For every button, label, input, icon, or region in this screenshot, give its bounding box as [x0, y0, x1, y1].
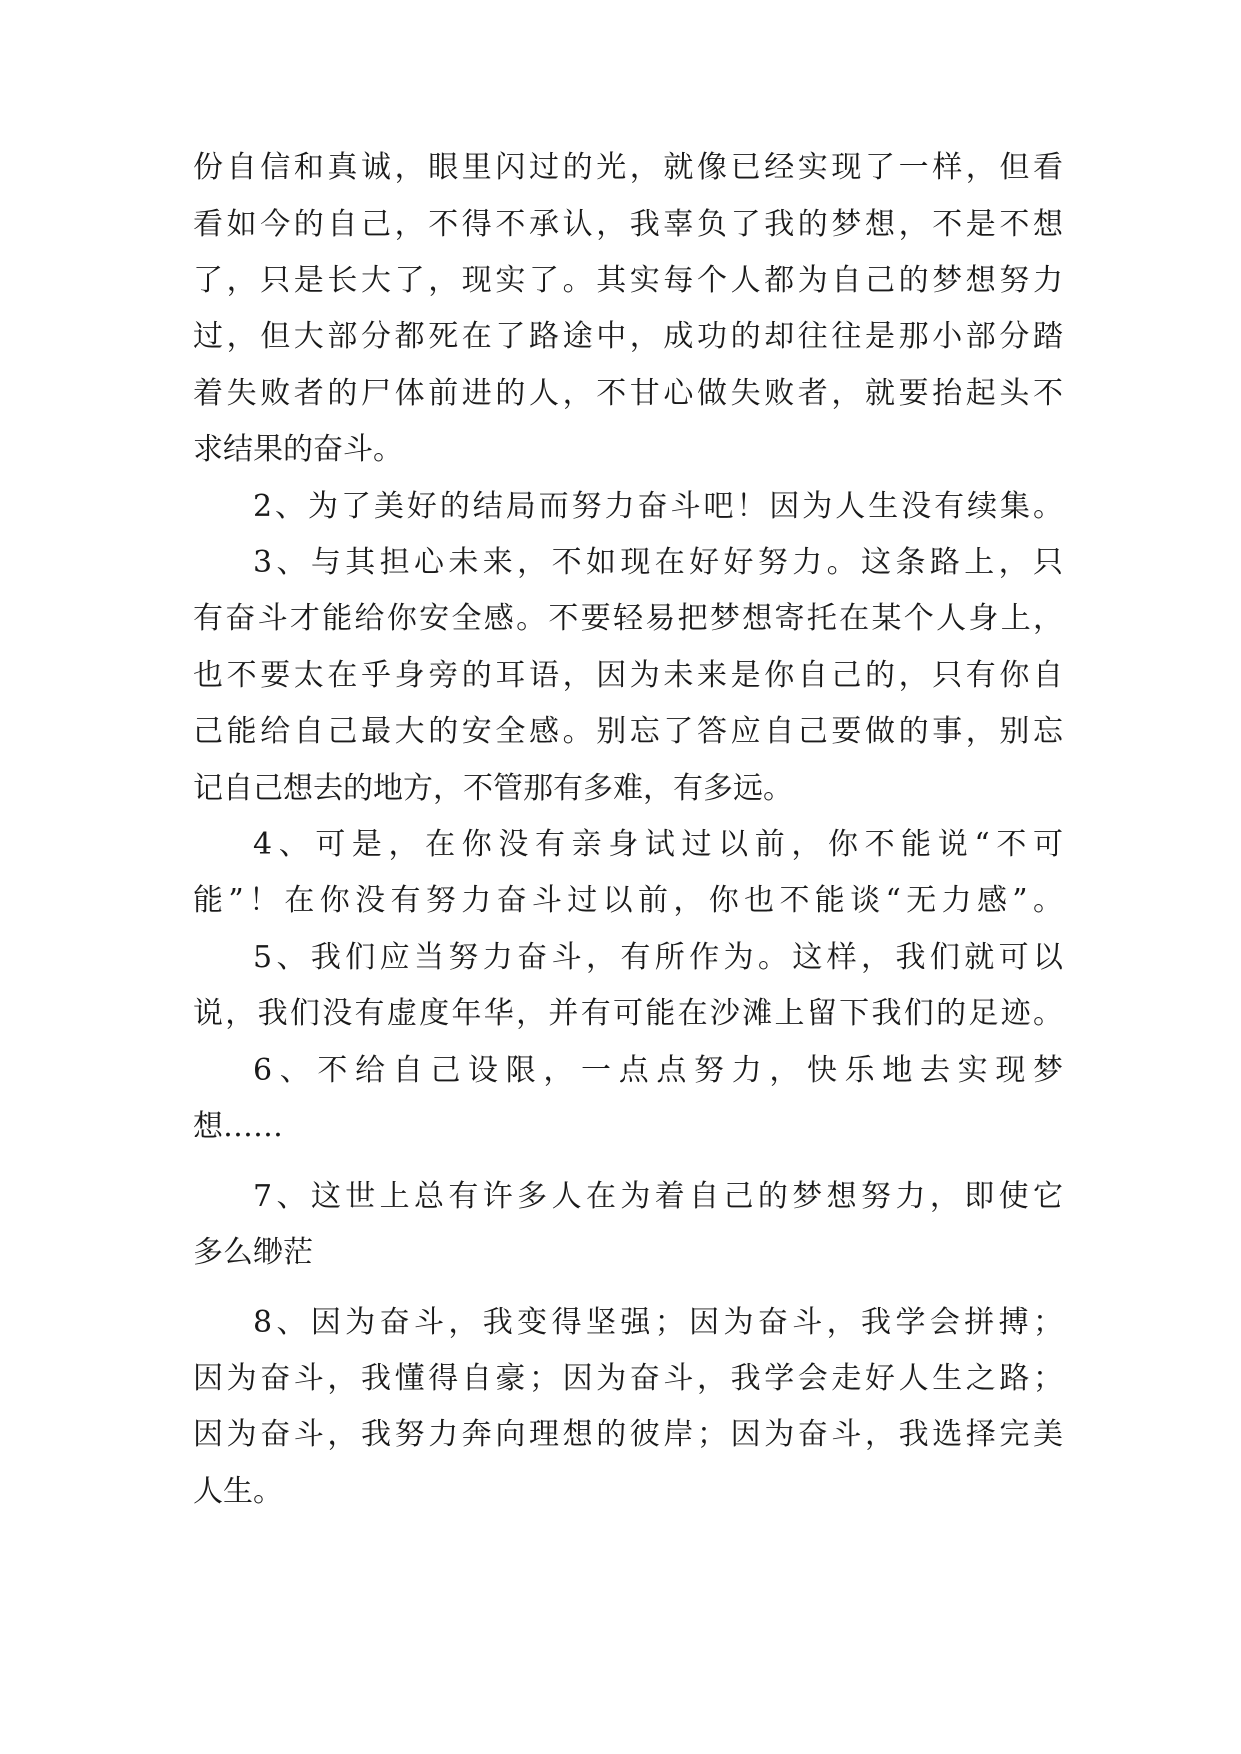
paragraph-line: 7、这世上总有许多人在为着自己的梦想努力，即使它: [253, 1179, 1063, 1214]
text-line: 因为奋斗，我努力奔向理想的彼岸；因为奋斗，我选择完美: [193, 1417, 1063, 1452]
text-line: 求结果的奋斗。: [193, 432, 403, 467]
text-line: 着失败者的尸体前进的人，不甘心做失败者，就要抬起头不: [193, 376, 1063, 411]
paragraph-line: 8、因为奋斗，我变得坚强；因为奋斗，我学会拼搏；: [253, 1305, 1063, 1340]
paragraph-line: 4、可是，在你没有亲身试过以前，你不能说“不可: [253, 827, 1063, 862]
text-line: 看如今的自己，不得不承认，我辜负了我的梦想，不是不想: [193, 207, 1063, 242]
paragraph-line: 2、为了美好的结局而努力奋斗吧！因为人生没有续集。: [253, 489, 1063, 524]
text-line: 想……: [193, 1109, 283, 1144]
text-line: 人生。: [193, 1474, 283, 1509]
text-line: 因为奋斗，我懂得自豪；因为奋斗，我学会走好人生之路；: [193, 1361, 1063, 1396]
text-line: 能”！在你没有努力奋斗过以前，你也不能谈“无力感”。: [193, 883, 1063, 918]
text-line: 了，只是长大了，现实了。其实每个人都为自己的梦想努力: [193, 263, 1063, 298]
paragraph-line: 3、与其担心未来，不如现在好好努力。这条路上，只: [253, 545, 1063, 580]
paragraph-line: 5、我们应当努力奋斗，有所作为。这样，我们就可以: [253, 940, 1063, 975]
paragraph-line: 6、不给自己设限，一点点努力，快乐地去实现梦: [253, 1053, 1063, 1088]
text-line: 多么缈茫: [193, 1235, 313, 1270]
text-line: 有奋斗才能给你安全感。不要轻易把梦想寄托在某个人身上，: [193, 601, 1063, 636]
text-line: 记自己想去的地方，不管那有多难，有多远。: [193, 771, 793, 806]
text-line: 说，我们没有虚度年华，并有可能在沙滩上留下我们的足迹。: [193, 996, 1063, 1031]
text-line: 过，但大部分都死在了路途中，成功的却往往是那小部分踏: [193, 319, 1063, 354]
text-line: 份自信和真诚，眼里闪过的光，就像已经实现了一样，但看: [193, 150, 1063, 185]
text-line: 也不要太在乎身旁的耳语，因为未来是你自己的，只有你自: [193, 658, 1063, 693]
text-line: 己能给自己最大的安全感。别忘了答应自己要做的事，别忘: [193, 714, 1063, 749]
